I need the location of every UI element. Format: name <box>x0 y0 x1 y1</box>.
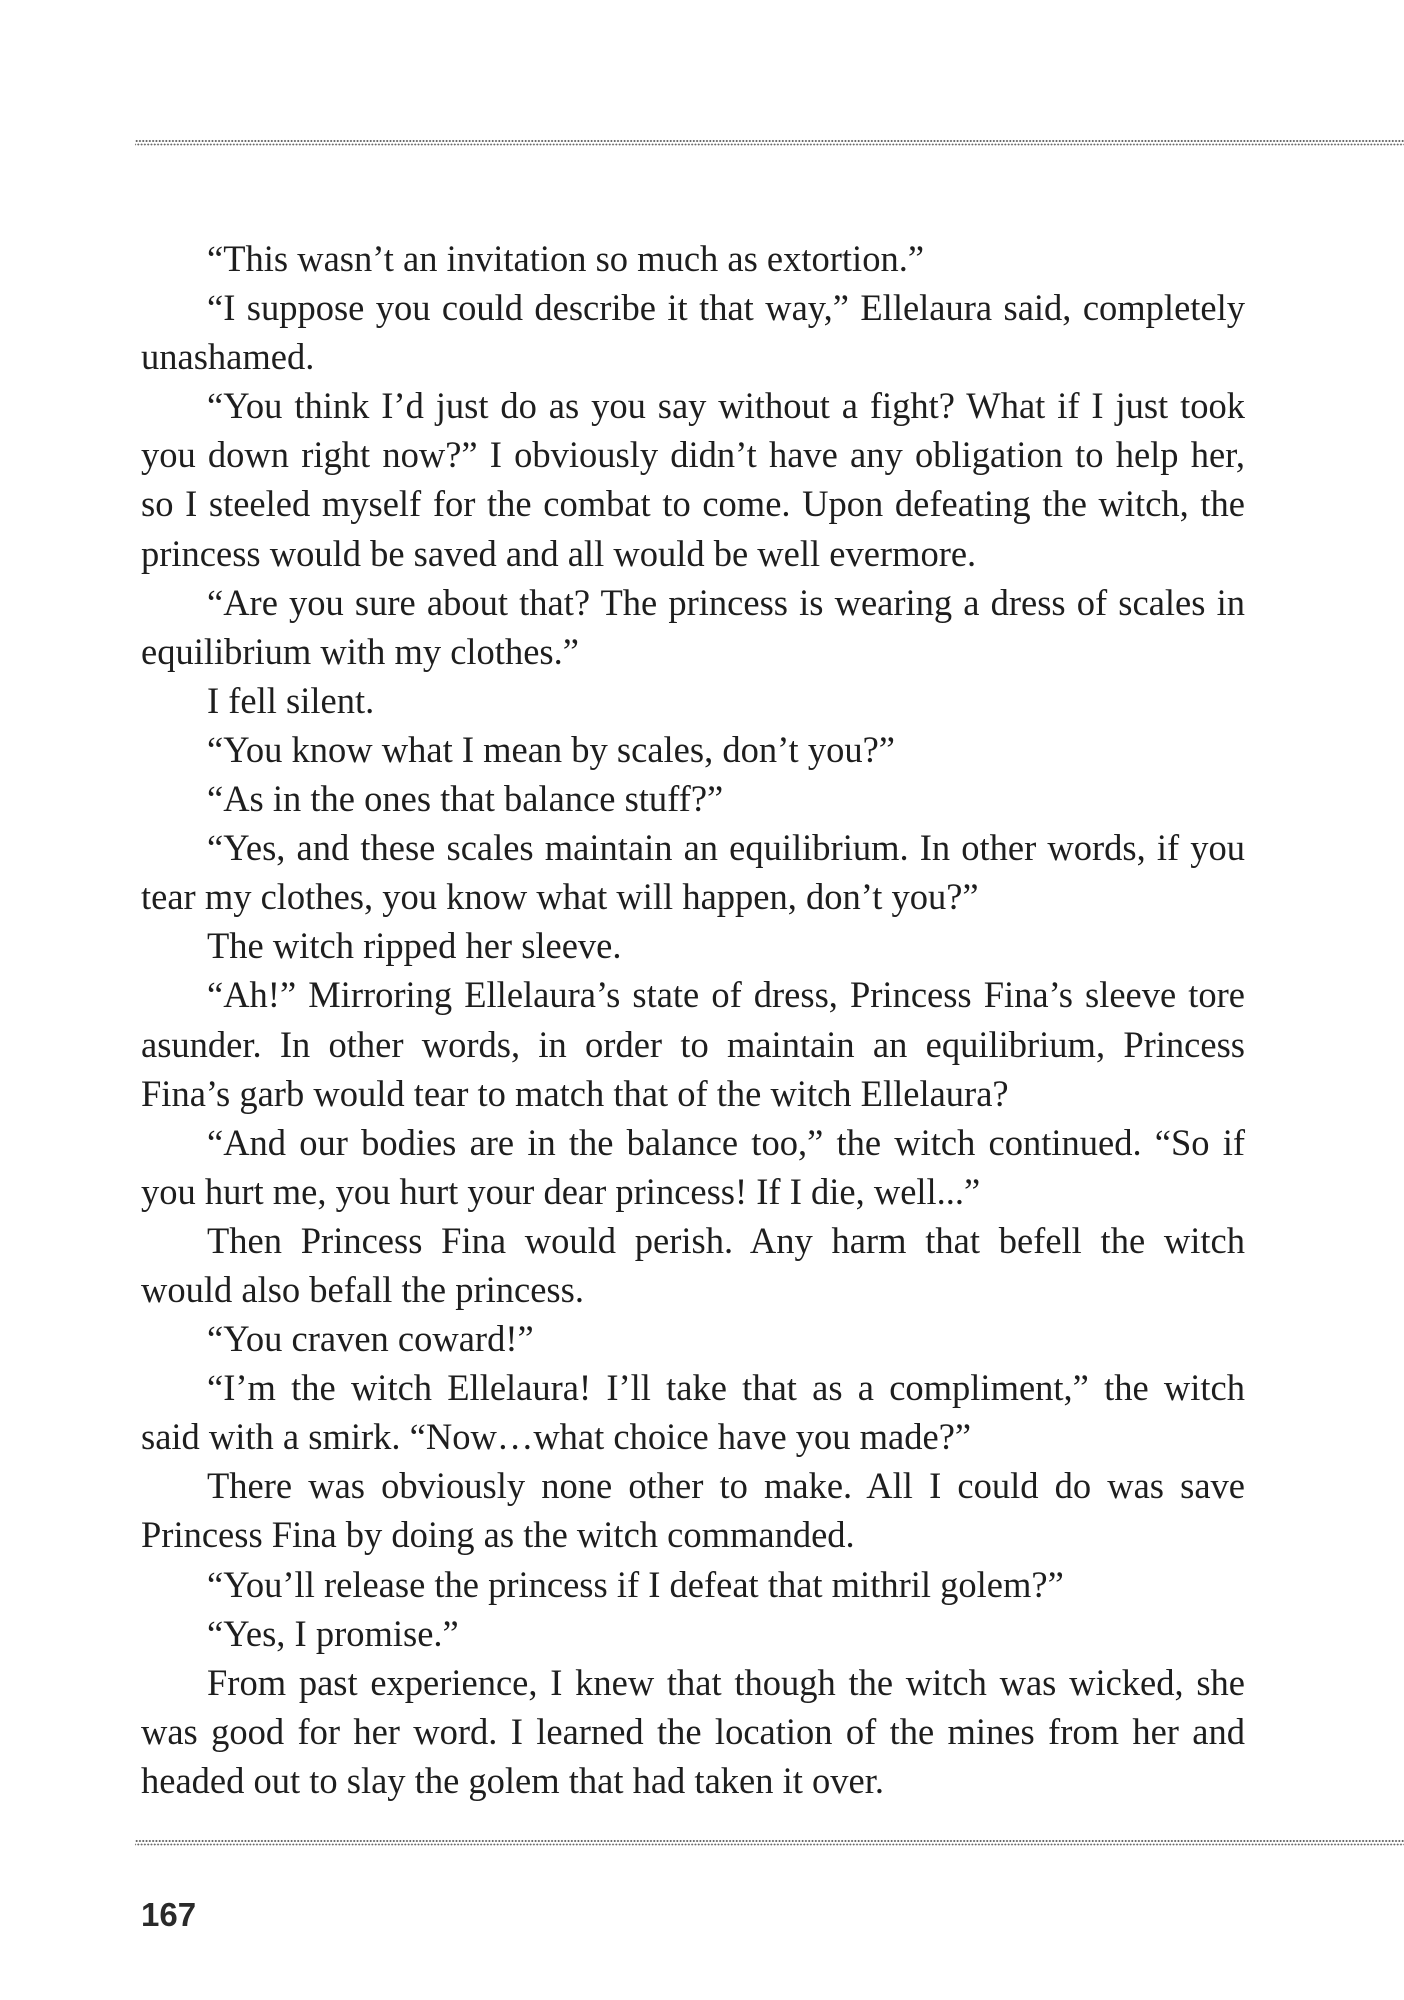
paragraph: There was obviously none other to make. All I could do was save Princess Fina by doing as the witch commanded. <box>141 1465 1245 1556</box>
paragraph: “Yes, I promise.” <box>207 1612 459 1654</box>
paragraph: “As in the ones that balance stuff?” <box>207 778 724 820</box>
bottom-dotted-rule <box>135 1839 1404 1846</box>
paragraph: From past experience, I knew that though the witch was wicked, she was good for her word. I learned the location of the mines from her and headed out to slay the golem that had taken it over. <box>141 1661 1245 1801</box>
paragraph: I fell silent. <box>207 679 375 721</box>
paragraph: “Ah!” Mirroring Ellelaura’s state of dress, Princess Fina’s sleeve tore asunder. In other words, in order to maintain an equilibrium, Princess Fina’s garb would tear to match that of the witch Ellelaura? <box>141 974 1245 1114</box>
paragraph: “I suppose you could describe it that way,” Ellelaura said, completely unashamed. <box>141 287 1245 378</box>
paragraph: “This wasn’t an invitation so much as extortion.” <box>207 238 925 279</box>
paragraph: “You’ll release the princess if I defeat that mithril golem?” <box>207 1563 1064 1605</box>
paragraph: “Are you sure about that? The princess is wearing a dress of scales in equilibrium with my clothes.” <box>141 581 1245 672</box>
paragraph: “You craven coward!” <box>207 1318 534 1360</box>
page-number: 167 <box>141 1896 197 1933</box>
paragraph: “You think I’d just do as you say without a fight? What if I just took you down right now?” I obviously didn’t have any obligation to help her, so I steeled myself for the combat to come. Upon defeating the witch, the princess would be saved and all would be well evermore. <box>141 385 1245 574</box>
paragraph: “Yes, and these scales maintain an equilibrium. In other words, if you tear my clothes, you know what will happen, don’t you?” <box>141 827 1245 918</box>
paragraph: Then Princess Fina would perish. Any harm that befell the witch would also befall the princess. <box>141 1219 1245 1310</box>
paragraph: “And our bodies are in the balance too,” the witch continued. “So if you hurt me, you hurt your dear princess! If I die, well...” <box>141 1121 1245 1212</box>
paragraph: “I’m the witch Ellelaura! I’ll take that as a compliment,” the witch said with a smirk. “Now…what choice have you made?” <box>141 1367 1245 1458</box>
body-text <box>141 234 1245 1805</box>
paragraph: “You know what I mean by scales, don’t you?” <box>207 728 895 770</box>
top-dotted-rule <box>135 139 1404 146</box>
paragraph: The witch ripped her sleeve. <box>207 925 622 967</box>
